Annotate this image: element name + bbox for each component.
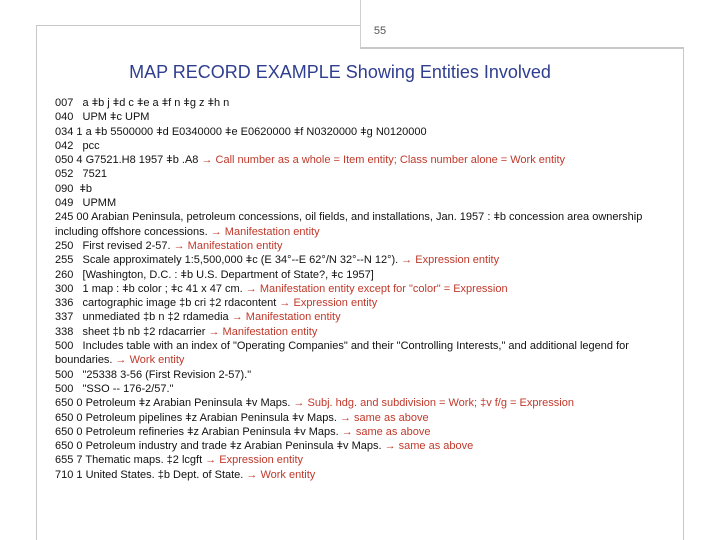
field-text: 500 "25338 3-56 (First Revision 2-57)." xyxy=(55,368,252,381)
entity-note: → Work entity xyxy=(246,468,316,481)
entity-note: → Manifestation entity xyxy=(210,225,320,238)
record-line xyxy=(55,210,655,239)
field-text: 260 [Washington, D.C. : ǂb U.S. Department of State?, ǂc 1957] xyxy=(55,268,374,281)
field-text: 040 UPM ǂc UPM xyxy=(55,111,150,124)
entity-note: → Expression entity xyxy=(205,454,304,467)
entity-note: → Manifestation entity xyxy=(208,325,318,338)
record-line xyxy=(55,339,655,368)
field-text: 500 "SSO -- 176-2/57." xyxy=(55,382,174,395)
field-text: 650 0 Petroleum pipelines ǂz Arabian Peninsula ǂv Maps. xyxy=(55,411,340,424)
record-line xyxy=(55,453,655,467)
entity-note: → Expression entity xyxy=(401,254,500,267)
entity-note: → Call number as a whole = Item entity; Class number alone = Work entity xyxy=(201,154,566,167)
field-text: 034 1 a ǂb 5500000 ǂd E0340000 ǂe E0620000 ǂf N0320000 ǂg N0120000 xyxy=(55,125,427,138)
record-line xyxy=(55,139,655,153)
record-line xyxy=(55,268,655,282)
record-line xyxy=(55,325,655,339)
record-line xyxy=(55,110,655,124)
field-text: 650 0 Petroleum ǂz Arabian Peninsula ǂv Maps. xyxy=(55,397,294,410)
record-line xyxy=(55,296,655,310)
record-line xyxy=(55,182,655,196)
field-text: 090 ǂb xyxy=(55,182,93,195)
header-bar xyxy=(360,0,684,49)
record-line xyxy=(55,96,655,110)
entity-note: → Expression entity xyxy=(279,297,378,310)
field-text: 052 7521 xyxy=(55,168,107,181)
entity-note: → same as above xyxy=(339,411,429,424)
entity-note: → Work entity xyxy=(115,354,185,367)
field-text: 500 Includes table with an index of "Operating Companies" and their "Controlling Interests," and additional legend for boundaries. xyxy=(55,340,632,367)
field-text: 336 cartographic image ‡b cri ‡2 rdacontent xyxy=(55,297,280,310)
field-text: 655 7 Thematic maps. ‡2 lcgft xyxy=(55,454,206,467)
field-text: 245 00 Arabian Peninsula, petroleum concessions, oil fields, and installations, Jan. 1957 : ǂb concession area ownership including offshore concessions. xyxy=(55,211,646,238)
record-line xyxy=(55,153,655,167)
record-line xyxy=(55,167,655,181)
record-line xyxy=(55,382,655,396)
field-text: 650 0 Petroleum industry and trade ǂz Arabian Peninsula ǂv Maps. xyxy=(55,440,385,453)
marc-record xyxy=(55,96,655,482)
page-number: 55 xyxy=(373,25,387,37)
record-line xyxy=(55,368,655,382)
field-text: 042 pcc xyxy=(55,139,100,152)
record-line xyxy=(55,439,655,453)
record-line xyxy=(55,196,655,210)
field-text: 650 0 Petroleum refineries ǂz Arabian Peninsula ǂv Maps. xyxy=(55,425,342,438)
slide-title: MAP RECORD EXAMPLE Showing Entities Involved xyxy=(129,62,551,82)
field-text: 300 1 map : ǂb color ; ǂc 41 x 47 cm. xyxy=(55,282,246,295)
record-line xyxy=(55,310,655,324)
entity-note: → same as above xyxy=(384,440,474,453)
entity-note: → Manifestation entity except for "color" = Expression xyxy=(245,282,508,295)
record-line xyxy=(55,282,655,296)
entity-note: → Subj. hdg. and subdivision = Work; ‡v f/g = Expression xyxy=(293,397,574,410)
field-text: 250 First revised 2-57. xyxy=(55,239,174,252)
record-line xyxy=(55,425,655,439)
record-line xyxy=(55,239,655,253)
record-line xyxy=(55,468,655,482)
entity-note: → Manifestation entity xyxy=(173,239,283,252)
field-text: 049 UPMM xyxy=(55,197,117,210)
record-line xyxy=(55,253,655,267)
entity-note: → same as above xyxy=(341,425,431,438)
entity-note: → Manifestation entity xyxy=(231,311,341,324)
field-text: 050 4 G7521.H8 1957 ǂb .A8 xyxy=(55,154,202,167)
record-line xyxy=(55,396,655,410)
record-line xyxy=(55,125,655,139)
record-line xyxy=(55,411,655,425)
field-text: 338 sheet ‡b nb ‡2 rdacarrier xyxy=(55,325,209,338)
field-text: 337 unmediated ‡b n ‡2 rdamedia xyxy=(55,311,232,324)
field-text: 710 1 United States. ‡b Dept. of State. xyxy=(55,468,247,481)
field-text: 255 Scale approximately 1:5,500,000 ǂc (E 34°--E 62°/N 32°--N 12°). xyxy=(55,254,402,267)
field-text: 007 a ǂb j ǂd c ǂe a ǂf n ǂg z ǂh n xyxy=(55,97,230,109)
